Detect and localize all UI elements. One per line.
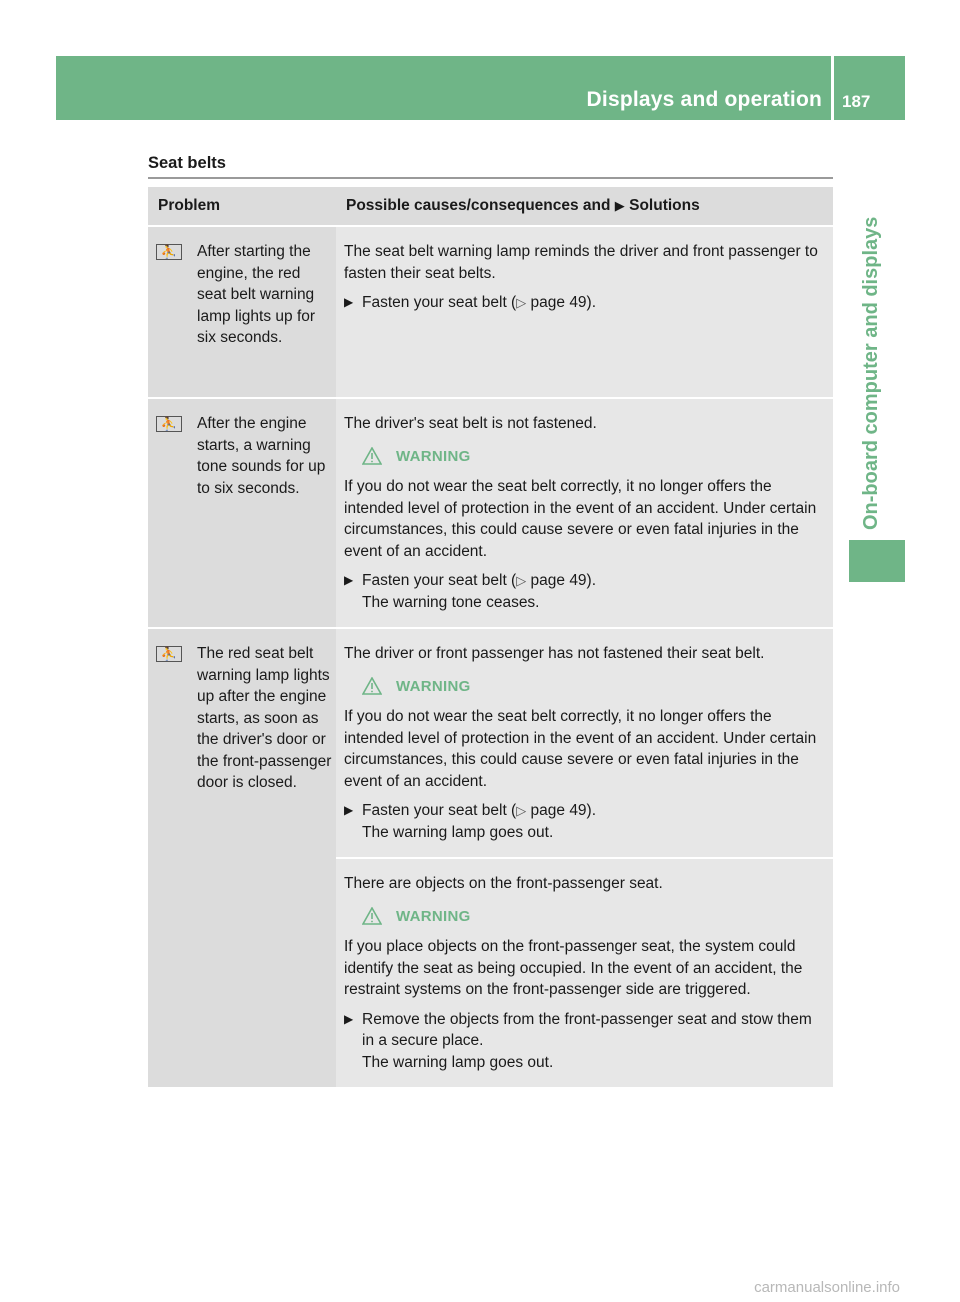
warning-triangle-icon — [362, 447, 382, 465]
header-solutions — [336, 187, 833, 226]
solution-step — [344, 800, 827, 843]
header-solutions-suffix: Solutions — [629, 197, 700, 215]
step-text: Remove the objects from the front-passenger seat and stow them in a secure place. — [362, 1010, 812, 1049]
problem-cell — [148, 398, 336, 628]
side-tab-marker — [849, 540, 905, 582]
warning-label: WARNING — [396, 447, 471, 465]
problem-text: The red seat belt warning lamp lights up after the engine starts, as soon as the driver's door or the front-passenger door is closed. — [197, 645, 332, 791]
problem-cell — [148, 226, 336, 398]
warning-heading — [362, 906, 827, 928]
warning-text: If you place objects on the front-passenger seat, the system could identify the seat as being occupied. In the event of an accident, the restraint systems on the front-passenger side are triggered. — [344, 938, 803, 998]
warning-text: If you do not wear the seat belt correctly, it no longer offers the intended level of protection in the event of an accident. Under certain circumstances, this could cause severe or even fatal injuries in the event of an accident. — [344, 478, 817, 560]
table-header-row — [148, 187, 833, 226]
step-text: Fasten your seat belt ( — [362, 802, 517, 819]
section-title: Seat belts — [148, 154, 226, 172]
table-row — [148, 628, 833, 858]
warning-heading — [362, 676, 827, 698]
seat-belt-table — [148, 187, 833, 1087]
side-tab-label: On-board computer and displays — [860, 216, 882, 530]
cause-text: The driver's seat belt is not fastened. — [344, 415, 597, 432]
header-divider — [831, 56, 834, 120]
step-result: The warning lamp goes out. — [362, 1053, 554, 1071]
cause-text: The driver or front passenger has not fastened their seat belt. — [344, 645, 765, 662]
step-result: The warning lamp goes out. — [362, 823, 554, 841]
step-text: Fasten your seat belt ( — [362, 294, 517, 311]
step-arrow-icon: ▶ — [344, 1011, 354, 1026]
problem-text: After starting the engine, the red seat belt warning lamp lights up for six seconds. — [197, 243, 316, 346]
step-arrow-icon: ▶ — [344, 803, 354, 817]
solution-cell — [336, 858, 833, 1087]
cause-text: The seat belt warning lamp reminds the driver and front passenger to fasten their seat belts. — [344, 243, 818, 282]
cause-text: There are objects on the front-passenger seat. — [344, 875, 663, 892]
problem-cell — [148, 628, 336, 1087]
page-reference[interactable]: page 49). — [526, 294, 597, 311]
solution-step — [344, 1009, 827, 1074]
page-number: 187 — [842, 92, 871, 111]
solutions-arrow-icon: ▶ — [614, 198, 625, 214]
solution-cell — [336, 226, 833, 398]
problem-text: After the engine starts, a warning tone sounds for up to six seconds. — [197, 415, 326, 497]
warning-text: If you do not wear the seat belt correctly, it no longer offers the intended level of protection in the event of an accident. Under certain circumstances, this could cause severe or even fatal injuries in the event of an accident. — [344, 708, 817, 790]
section-divider — [148, 177, 833, 179]
page-reference[interactable]: page 49). — [526, 572, 597, 589]
seat-belt-lamp-icon: ⛹ — [156, 244, 182, 260]
page-reference-icon: ▷ — [516, 803, 527, 818]
solution-cell — [336, 628, 833, 858]
step-text: Fasten your seat belt ( — [362, 572, 517, 589]
solution-cell — [336, 398, 833, 628]
warning-label: WARNING — [396, 677, 471, 695]
seat-belt-lamp-icon: ⛹ — [156, 416, 182, 432]
warning-label: WARNING — [396, 907, 471, 925]
step-arrow-icon: ▶ — [344, 295, 354, 309]
table-row — [148, 226, 833, 398]
page-reference-icon: ▷ — [516, 295, 527, 310]
header-problem: Problem — [148, 187, 336, 226]
seat-belt-lamp-icon: ⛹ — [156, 646, 182, 662]
warning-triangle-icon — [362, 677, 382, 695]
solution-step — [344, 570, 827, 613]
warning-heading — [362, 446, 827, 468]
chapter-title: Displays and operation — [586, 88, 822, 111]
warning-triangle-icon — [362, 907, 382, 925]
solution-step — [344, 292, 827, 314]
header-solutions-prefix: Possible causes/consequences and — [346, 197, 611, 215]
page-reference-icon: ▷ — [516, 573, 527, 588]
watermark: carmanualsonline.info — [754, 1279, 900, 1296]
step-result: The warning tone ceases. — [362, 593, 540, 611]
step-arrow-icon: ▶ — [344, 573, 354, 587]
table-row — [148, 398, 833, 628]
page-reference[interactable]: page 49). — [526, 802, 597, 819]
